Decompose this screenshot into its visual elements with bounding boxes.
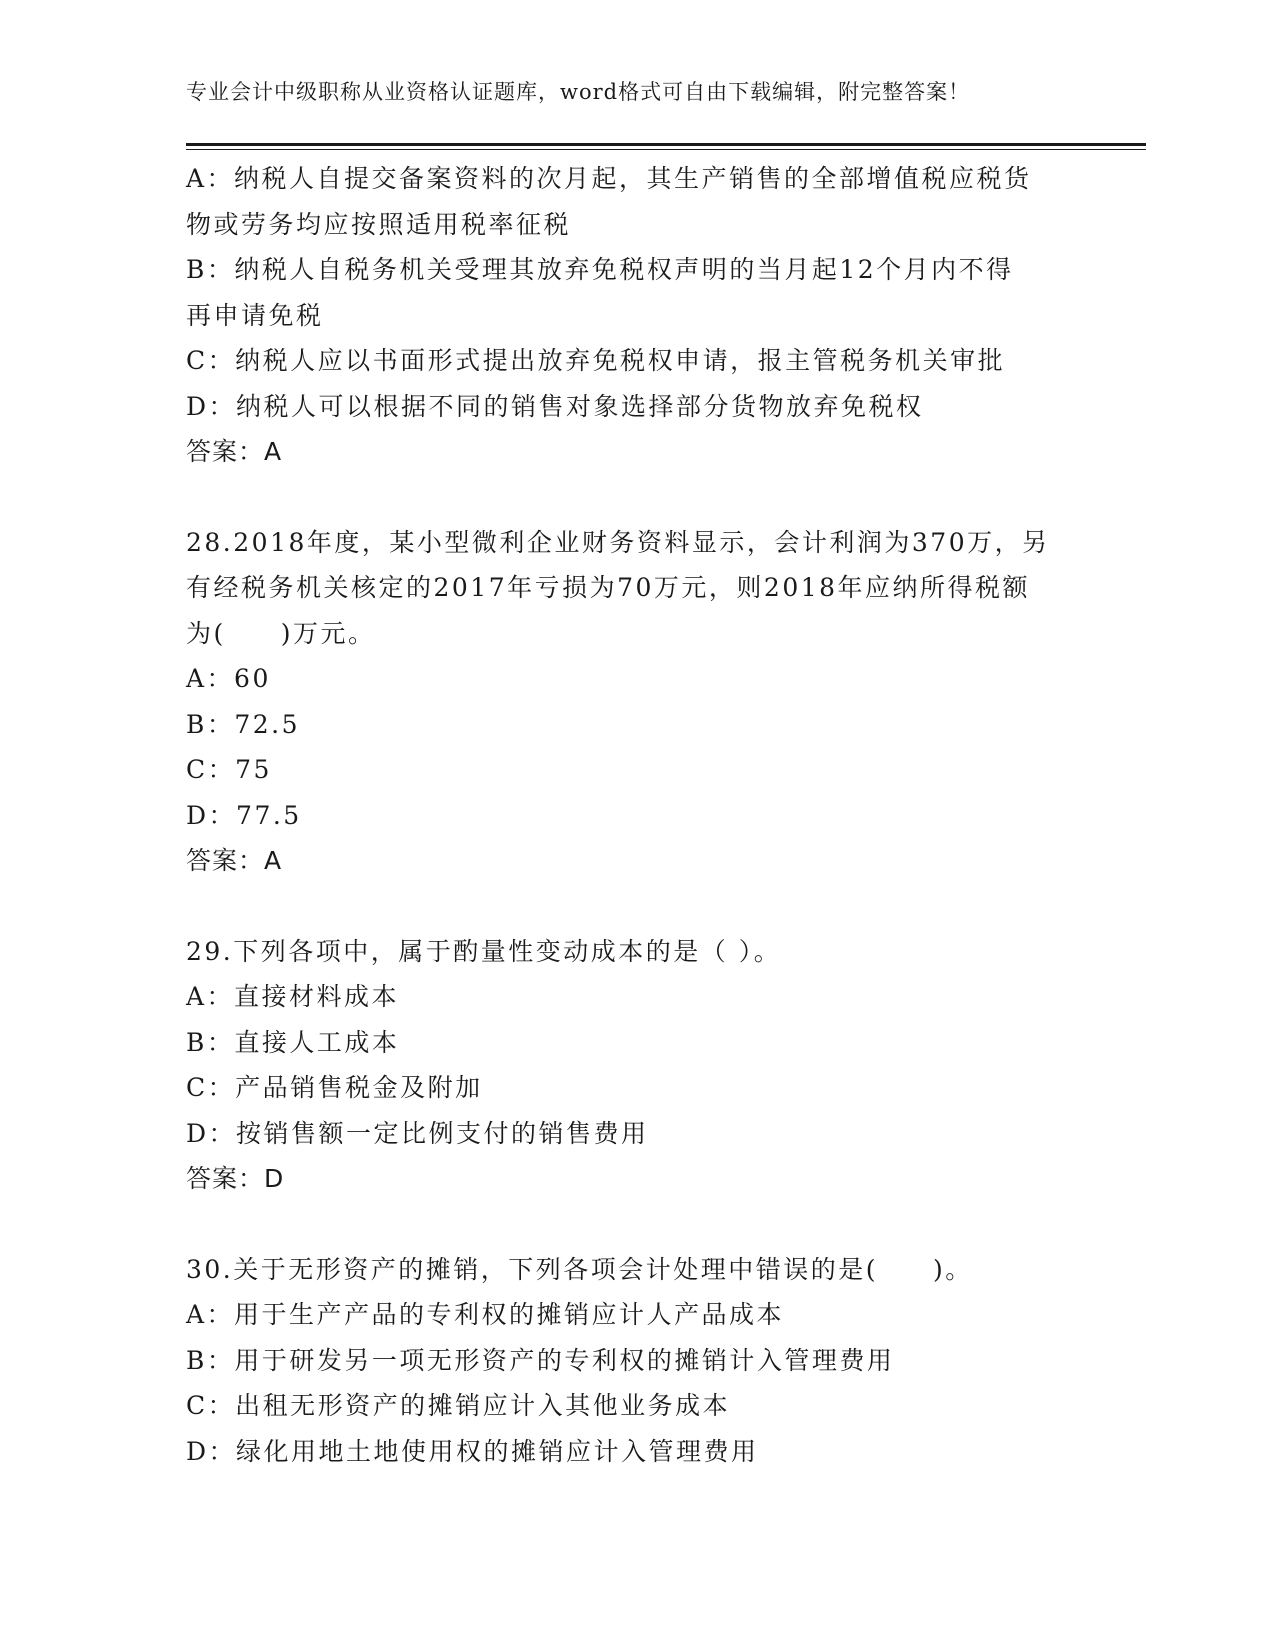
question-27-option-a-line2: 物或劳务均应按照适用税率征税 [186,209,572,239]
question-28-option-a: A：60 [186,664,271,693]
question-28-stem-line2: 有经税务机关核定的2017年亏损为70万元，则2018年应纳所得税额 [186,573,1031,602]
question-content [186,156,1086,1474]
question-28-answer: 答案：A [186,846,283,875]
question-30-option-b: B：用于研发另一项无形资产的专利权的摊销计入管理费用 [186,1345,895,1375]
question-29-option-b: B：直接人工成本 [186,1027,400,1057]
question-28-stem-line3: 为( )万元。 [186,618,376,648]
question-29-block [186,929,1086,1202]
question-27-option-a-line1: A：纳税人自提交备案资料的次月起，其生产销售的全部增值税应税货 [186,164,1032,193]
question-28-stem-line1: 28.2018年度，某小型微利企业财务资料显示，会计利润为370万，另 [186,527,1050,557]
question-27-option-d: D：纳税人可以根据不同的销售对象选择部分货物放弃免税权 [186,391,924,421]
question-27-option-b-line1: B：纳税人自税务机关受理其放弃免税权声明的当月起12个月内不得 [186,255,1014,284]
spacer [186,884,1086,929]
question-28-option-d: D：77.5 [186,800,302,830]
question-28-block [186,520,1086,884]
question-27-answer: 答案：A [186,437,283,466]
page-header: 专业会计中级职称从业资格认证题库，word格式可自由下载编辑，附完整答案！ [186,80,971,104]
question-28-option-c: C：75 [186,755,272,784]
question-27-option-b-line2: 再申请免税 [186,300,324,330]
question-27-block [186,156,1086,475]
question-30-option-d: D：绿化用地土地使用权的摊销应计入管理费用 [186,1436,759,1466]
question-28-option-b: B：72.5 [186,709,301,739]
header-rule-thick [186,143,1146,146]
question-30-option-a: A：用于生产产品的专利权的摊销应计人产品成本 [186,1300,785,1329]
question-29-answer: 答案：D [186,1164,285,1193]
spacer [186,1202,1086,1247]
question-29-option-a: A：直接材料成本 [186,982,400,1011]
question-30-stem: 30.关于无形资产的摊销，下列各项会计处理中错误的是( )。 [186,1254,973,1284]
header-rule-thin [186,149,1146,150]
question-27-option-c: C：纳税人应以书面形式提出放弃免税权申请，报主管税务机关审批 [186,346,1006,375]
question-30-block [186,1247,1086,1475]
spacer [186,475,1086,520]
question-29-option-c: C：产品销售税金及附加 [186,1073,483,1102]
question-29-option-d: D：按销售额一定比例支付的销售费用 [186,1118,649,1148]
question-29-stem: 29.下列各项中，属于酌量性变动成本的是（ ）。 [186,936,782,966]
question-30-option-c: C：出租无形资产的摊销应计入其他业务成本 [186,1391,731,1420]
